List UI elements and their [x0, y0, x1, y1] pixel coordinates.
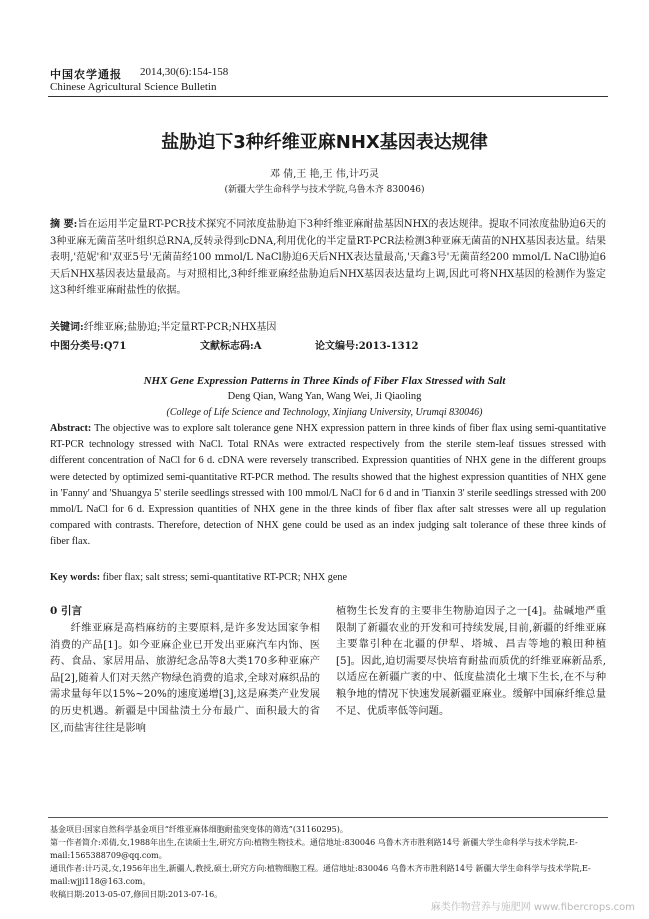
- footnote-corresponding-author: 通讯作者:计巧灵,女,1956年出生,新疆人,教授,硕士,研究方向:植物细胞工程。通信地址:830046 乌鲁木齐市胜利路14号 新疆大学生命科学与技术学院,E-mail:wjji118@163.com。: [50, 864, 591, 886]
- watermark: 麻类作物营养与施肥网 www.fibercrops.com: [430, 902, 635, 913]
- document-code: 文献标志码:A: [200, 341, 262, 352]
- abstract-en-text: The objective was to explore salt tolerance gene NHX expression pattern in three kinds of fiber flax using semi-quantitative RT-PCR technology stressed with NaCl. Total RNAs were extracted respectively from the sterile stem-leaf tissues stressed with different concentration of NaCl for 6 d. cDNA were reversely transcribed. Expression quantities of NHX gene in the different groups were detected by optimized semi-quantitative RT-PCR method. The results showed that the highest expression quantities of NHX gene in 'Fanny' and 'Shuangya 5' sterile seedlings stressed with 100 mmol/L NaCl for 6 d and in 'Tianxin 3' sterile seedlings stressed with 200 mmol/L NaCl for 6 d. Expression quantities of NHX gene in the three kinds of fiber flax after salt stresses were all up regulation compared with contrasts. Therefore, detection of NHX gene could be used as an index judging salt tolerance of these three kinds of fiber flax.: [50, 423, 606, 548]
- footnotes: [50, 823, 608, 901]
- abstract-en-label: Abstract:: [50, 423, 92, 434]
- journal-name-en: Chinese Agricultural Science Bulletin: [50, 81, 217, 93]
- body-column-right: 植物生长发育的主要非生物胁迫因子之一[4]。盐碱地严重限制了新疆农业的开发和可持续发展,目前,新疆的纤维亚麻主要靠引种在北疆的伊犁、塔城、昌吉等地的粮田种植[5]。因此,迫切需要尽快培育耐盐而质优的纤维亚麻新品系,以适应在新疆广袤的中、低度盐渍化土壤下生长,在不与种粮争地的情况下快速发展新疆亚麻业。缓解中国麻纤维总量不足、优质率低等问题。: [336, 605, 606, 717]
- section-heading-introduction: 0 引言: [50, 605, 82, 617]
- keywords-en-label: Key words:: [50, 572, 101, 583]
- journal-volume: 2014,30(6):154-158: [140, 66, 229, 78]
- affiliation-en: (College of Life Science and Technology, Xinjiang University, Urumqi 830046): [166, 407, 483, 418]
- footnote-fund: 基金项目:国家自然科学基金项目“纤维亚麻体细胞耐盐突变体的筛选”(31160295)。: [50, 825, 348, 834]
- article-title-cn: 盐胁迫下3种纤维亚麻NHX基因表达规律: [161, 132, 488, 153]
- journal-name-cn: 中国农学通报: [50, 68, 122, 81]
- affiliation-cn: (新疆大学生命科学与技术学院,乌鲁木齐 830046): [224, 185, 425, 195]
- footnote-dates: 收稿日期:2013-05-07,修回日期:2013-07-16。: [50, 890, 223, 899]
- abstract-cn-label: 摘 要:: [50, 219, 78, 230]
- footnote-first-author: 第一作者简介:邓倩,女,1988年出生,在读硕士生,研究方向:植物生物技术。通信地址:830046 乌鲁木齐市胜利路14号 新疆大学生命科学与技术学院,E-mail:1565388709@qq.com。: [50, 838, 578, 860]
- abstract-cn: [50, 217, 606, 300]
- keywords-cn: [50, 318, 276, 333]
- body-column-left: 纤维亚麻是高档麻纺的主要原料,是许多发达国家争相消费的产品[1]。如今亚麻企业已开发出亚麻汽车内饰、医药、食品、家居用品、旅游纪念品等8大类170多种亚麻产品[2],随着人们对天然产物绿色消费的追求,全球对麻织品的需求量每年以15%~20%的速度递增[3],这是麻类产业发展的历史机遇。新疆是中国盐渍土分布最广、面积最大的省区,而盐害往往是影响: [50, 622, 320, 734]
- footnote-divider: [48, 817, 608, 818]
- header-divider: [48, 96, 608, 97]
- keywords-cn-text: 纤维亚麻;盐胁迫;半定量RT-PCR;NHX基因: [83, 322, 277, 333]
- article-title-en: NHX Gene Expression Patterns in Three Kinds of Fiber Flax Stressed with Salt: [143, 375, 506, 387]
- keywords-en-text: fiber flax; salt stress; semi-quantitative RT-PCR; NHX gene: [102, 572, 347, 583]
- article-number: 论文编号:2013-1312: [315, 341, 419, 352]
- keywords-en: [50, 572, 347, 583]
- clc-number: 中图分类号:Q71: [50, 341, 127, 352]
- abstract-cn-text: 旨在运用半定量RT-PCR技术探究不同浓度盐胁迫下3种纤维亚麻耐盐基因NHX的表达规律。提取不同浓度盐胁迫6天的3种亚麻无菌苗茎叶组织总RNA,反转录得到cDNA,利用优化的半定量RT-PCR法检测3种亚麻无菌苗的NHX基因表达量。结果表明,'范妮'和'双亚5号'无菌苗经100 mmol/L NaCl胁迫6天后NHX表达量最高,'天鑫3号'无菌苗经200 mmol/L NaCl胁迫6天后NHX基因表达量最高。与对照相比,3种纤维亚麻经盐胁迫后NHX基因表达量均上调,因此可将NHX基因的检测作为鉴定这3种纤维亚麻耐盐性的依据。: [50, 219, 606, 297]
- abstract-en: [50, 421, 606, 551]
- authors-en: Deng Qian, Wang Yan, Wang Wei, Ji Qiaoling: [227, 391, 422, 402]
- authors-cn: 邓 倩,王 艳,王 伟,计巧灵: [269, 169, 380, 180]
- keywords-cn-label: 关键词:: [50, 322, 84, 333]
